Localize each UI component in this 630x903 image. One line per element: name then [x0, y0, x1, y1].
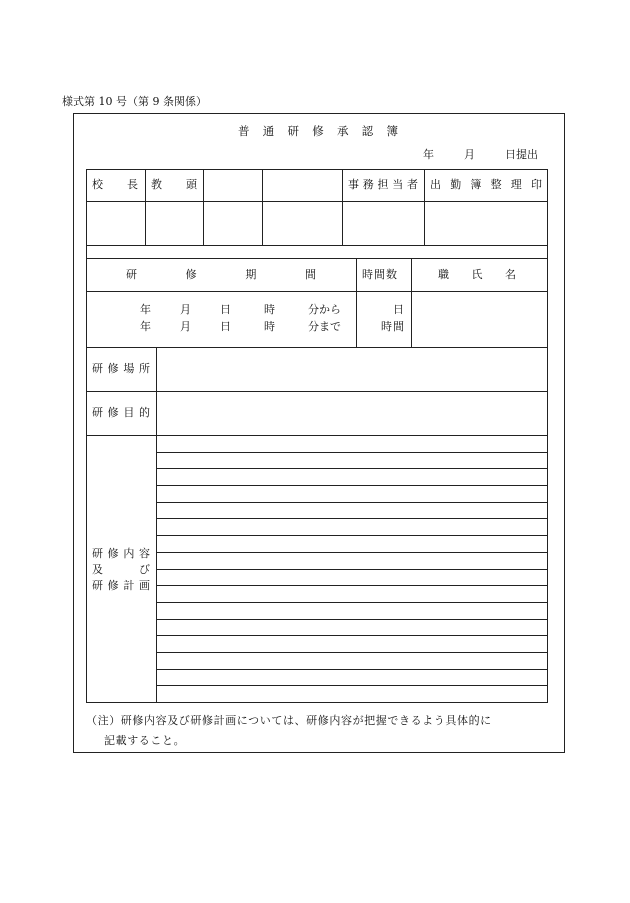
form-title	[238, 124, 398, 138]
plan-rule	[156, 452, 548, 453]
glyph: 修	[107, 547, 119, 560]
period-unit: 分から	[308, 303, 341, 316]
purpose-label	[92, 406, 150, 420]
form-frame	[73, 113, 565, 753]
plan-rule	[156, 685, 548, 686]
glyph: 通	[262, 124, 275, 138]
glyph: び	[139, 563, 150, 576]
glyph: 容	[138, 547, 150, 560]
glyph: 氏	[471, 268, 483, 281]
glyph: 名	[505, 268, 516, 281]
glyph: 目	[123, 406, 135, 419]
plan-rule	[156, 518, 548, 519]
plan-rule	[156, 535, 548, 536]
glyph: 的	[138, 406, 150, 419]
glyph: 勤	[450, 178, 462, 191]
period-days: 日	[393, 303, 404, 316]
clerk-label	[348, 178, 418, 192]
principal-label	[92, 178, 138, 192]
glyph: 研	[92, 362, 103, 375]
plan-rule	[156, 502, 548, 503]
glyph: 整	[490, 178, 502, 191]
period-unit: 日	[220, 303, 231, 316]
plan-label-line3	[92, 579, 150, 593]
date-month: 月	[464, 148, 475, 161]
glyph: 及	[92, 563, 103, 576]
note-line-1: （注）研修内容及び研修計画については、研修内容が把握できるよう具体的に	[86, 714, 492, 727]
attendance-seal-label	[430, 178, 542, 192]
period-unit: 年	[140, 320, 151, 333]
plan-rule	[156, 552, 548, 553]
glyph: 出	[430, 178, 441, 191]
glyph: 務	[362, 178, 374, 191]
period-unit: 年	[140, 303, 151, 316]
glyph: 当	[392, 178, 404, 191]
glyph: 修	[185, 268, 197, 281]
period-from-row	[140, 303, 352, 317]
glyph: 研	[287, 124, 299, 138]
glyph: 認	[361, 124, 374, 138]
plan-rule	[156, 602, 548, 603]
glyph: 普	[238, 124, 250, 138]
glyph: 画	[138, 579, 150, 592]
glyph: 所	[138, 362, 150, 375]
plan-rule	[156, 585, 548, 586]
glyph: 簿	[470, 178, 482, 191]
plan-rule	[156, 669, 548, 670]
period-unit: 時	[264, 303, 275, 316]
date-day-submit: 日提出	[505, 148, 538, 161]
glyph: 研	[92, 547, 103, 560]
hours-header: 時間数	[362, 268, 398, 281]
glyph: 印	[530, 178, 542, 191]
glyph: 修	[107, 406, 119, 419]
period-unit: 日	[220, 320, 231, 333]
glyph: 校	[92, 178, 103, 191]
glyph: 研	[126, 268, 137, 281]
form-number-label: 様式第 10 号（第 9 条関係）	[62, 95, 207, 108]
glyph: 修	[107, 579, 119, 592]
period-unit: 月	[180, 303, 191, 316]
head-teacher-label	[151, 178, 197, 192]
glyph: 教	[151, 178, 162, 191]
period-unit: 時	[264, 320, 275, 333]
glyph: 事	[348, 178, 359, 191]
glyph: 理	[510, 178, 522, 191]
glyph: 担	[377, 178, 389, 191]
glyph: 長	[127, 178, 138, 191]
plan-rule	[156, 485, 548, 486]
position-name-header	[438, 268, 516, 282]
plan-rule	[156, 619, 548, 620]
glyph: 間	[304, 268, 316, 281]
glyph: 内	[123, 547, 135, 560]
note-line-2: 記載すること。	[104, 734, 186, 747]
glyph: 修	[312, 124, 324, 138]
plan-rule	[156, 652, 548, 653]
date-year: 年	[423, 148, 434, 161]
glyph: 期	[245, 268, 257, 281]
glyph: 職	[438, 268, 449, 281]
plan-rule	[156, 569, 548, 570]
place-label	[92, 362, 150, 376]
glyph: 頭	[186, 178, 197, 191]
glyph: 計	[123, 579, 135, 592]
period-hours: 時間	[381, 320, 405, 333]
glyph: 研	[92, 406, 103, 419]
plan-label-line2	[92, 563, 150, 577]
glyph: 場	[123, 362, 135, 375]
glyph: 修	[107, 362, 119, 375]
period-unit: 月	[180, 320, 191, 333]
glyph: 承	[337, 124, 349, 138]
plan-rule	[156, 635, 548, 636]
glyph: 簿	[386, 124, 398, 138]
period-to-row	[140, 320, 352, 334]
period-unit: 分まで	[308, 320, 341, 333]
plan-label-line1	[92, 547, 150, 561]
glyph: 研	[92, 579, 103, 592]
period-header	[126, 268, 316, 282]
plan-rule	[156, 468, 548, 469]
glyph: 者	[407, 178, 418, 191]
